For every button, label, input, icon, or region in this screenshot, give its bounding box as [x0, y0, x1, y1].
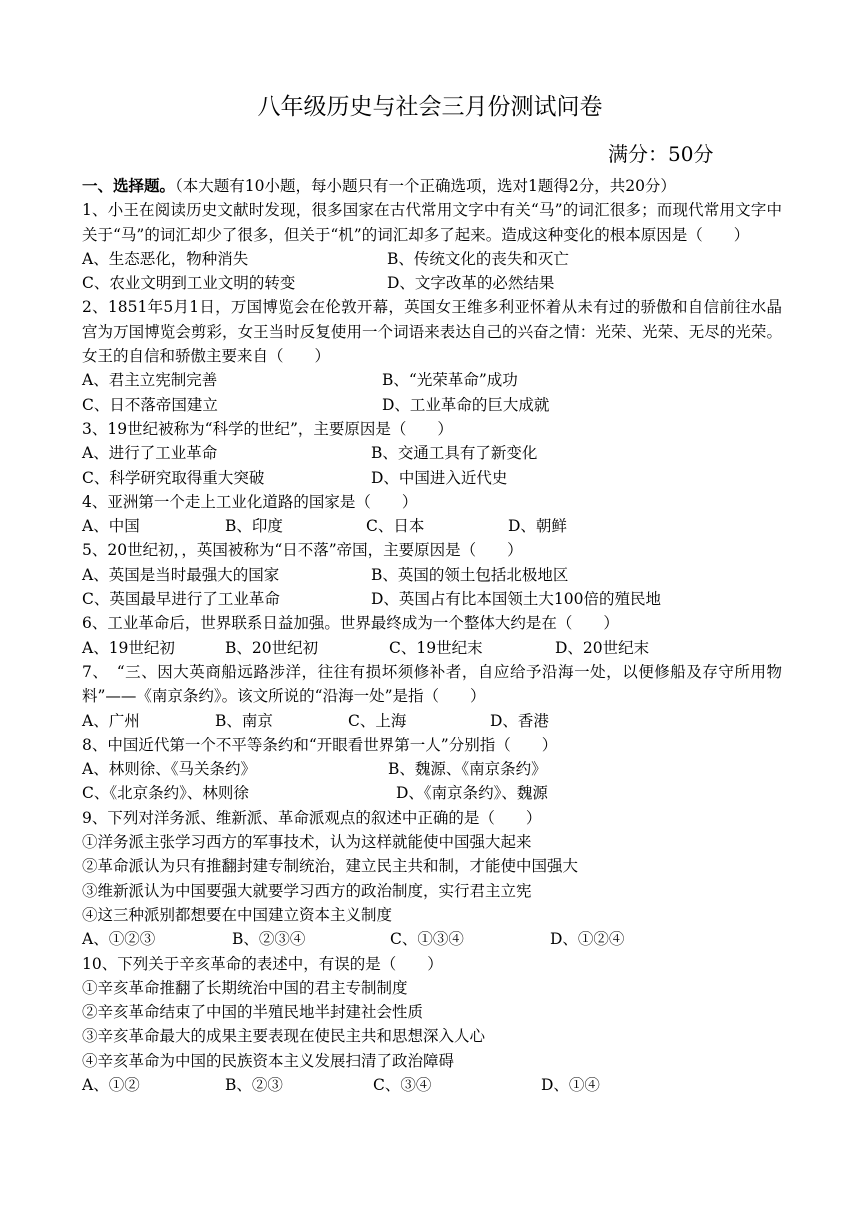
option-b: B、②③: [225, 1075, 283, 1094]
option-c: C、科学研究取得重大突破: [82, 468, 265, 487]
option-c: C、③④: [373, 1075, 432, 1094]
question-stem: 8、中国近代第一个不平等条约和“开眼看世界第一人”分别指（ ）: [82, 735, 558, 754]
option-a: A、中国: [82, 517, 140, 536]
question-stem: 9、下列对洋务派、维新派、革命派观点的叙述中正确的是（ ）: [82, 808, 542, 827]
option-row: [82, 563, 782, 587]
question-stem: 6、工业革命后，世界联系日益加强。世界最终成为一个整体大约是在（ ）: [82, 614, 619, 633]
full-score: 满分：50分: [608, 142, 714, 166]
option-row: [82, 781, 782, 805]
option-c: C、上海: [348, 711, 407, 730]
option-row: [82, 927, 782, 951]
option-row: [82, 514, 782, 538]
option-a: A、生态恶化，物种消失: [82, 249, 249, 268]
option-d: D、中国进入近代史: [371, 468, 508, 487]
option-b: B、20世纪初: [225, 638, 319, 657]
option-row: [82, 709, 782, 733]
option-row: [82, 441, 782, 465]
option-b: B、交通工具有了新变化: [371, 444, 538, 463]
statement: ②辛亥革命结束了中国的半殖民地半封建社会性质: [82, 1003, 424, 1022]
option-row: [82, 368, 782, 392]
option-row: [82, 271, 782, 295]
option-row: [82, 1073, 782, 1097]
option-d: D、①②④: [550, 930, 625, 949]
question-stem: 1、小王在阅读历史文献时发现，很多国家在古代常用文字中有关“马”的词汇很多；而现代常用文字中关于“马”的词汇却少了很多，但关于“机”的词汇却多了起来。造成这种变化的根本原因是（ ）: [82, 201, 782, 244]
section-title: 一、选择题。: [82, 176, 176, 195]
option-a: A、林则徐、《马关条约》: [82, 760, 256, 779]
question-stem: 10、下列关于辛亥革命的表述中，有误的是（ ）: [82, 954, 443, 973]
option-d: D、工业革命的巨大成就: [382, 395, 550, 414]
option-b: B、②③④: [232, 930, 306, 949]
option-d: D、《南京条约》、魏源: [396, 784, 548, 803]
option-row: [82, 757, 782, 781]
question-stem: 7、 “三、因大英商船远路涉洋，往往有损坏须修补者，自应给予沿海一处，以便修船及存守所用物料”——《南京条约》。该文所说的“沿海一处”是指（ ）: [82, 662, 782, 706]
option-row: [82, 247, 782, 271]
statement: ③辛亥革命最大的成果主要表现在使民主共和思想深入人心: [82, 1027, 486, 1046]
question-stem: 2、1851年5月1日，万国博览会在伦敦开幕，英国女王维多利亚怀着从未有过的骄傲和自信前往水晶宫为万国博览会剪彩，女王当时反复使用一个词语来表达自己的兴奋之情：光荣、光荣、无尽的光荣。女王的自信和骄傲主要来自（ ）: [82, 298, 782, 366]
statement: ④辛亥革命为中国的民族资本主义发展扫清了政治障碍: [82, 1051, 455, 1070]
option-d: D、英国占有比本国领土大100倍的殖民地: [371, 590, 662, 609]
option-d: D、①④: [541, 1075, 600, 1094]
option-c: C、日本: [366, 517, 425, 536]
option-a: A、①②: [82, 1075, 140, 1094]
option-d: D、20世纪末: [555, 638, 650, 657]
option-c: C、①③④: [390, 930, 464, 949]
option-row: [82, 466, 782, 490]
option-a: A、19世纪初: [82, 638, 175, 657]
option-c: C、英国最早进行了工业革命: [82, 590, 280, 609]
statement: ①辛亥革命推翻了长期统治中国的君主专制制度: [82, 978, 408, 997]
option-a: A、①②③: [82, 930, 156, 949]
statement: ③维新派认为中国要强大就要学习西方的政治制度，实行君主立宪: [82, 881, 532, 900]
statement: ①洋务派主张学习西方的军事技术，认为这样就能使中国强大起来: [82, 833, 532, 852]
option-b: B、英国的领土包括北极地区: [371, 565, 569, 584]
option-a: A、广州: [82, 711, 140, 730]
exam-content: [82, 174, 782, 1097]
option-row: [82, 587, 782, 611]
option-c: C、19世纪末: [389, 638, 483, 657]
option-c: C、日不落帝国建立: [82, 395, 218, 414]
question-stem: 4、亚洲第一个走上工业化道路的国家是（ ）: [82, 492, 418, 511]
option-d: D、朝鲜: [508, 517, 567, 536]
question-stem: 5、20世纪初，，英国被称为“日不落”帝国，主要原因是（ ）: [82, 541, 523, 560]
option-a: A、进行了工业革命: [82, 444, 218, 463]
option-b: B、南京: [215, 711, 273, 730]
option-b: B、印度: [225, 517, 283, 536]
option-a: A、君主立宪制完善: [82, 371, 218, 390]
option-b: B、“光荣革命”成功: [382, 371, 518, 390]
section-heading: [82, 174, 782, 198]
option-row: [82, 393, 782, 417]
option-d: D、香港: [490, 711, 549, 730]
option-row: [82, 636, 782, 660]
option-b: B、传统文化的丧失和灭亡: [387, 249, 569, 268]
option-d: D、文字改革的必然结果: [387, 274, 555, 293]
exam-title: 八年级历史与社会三月份测试问卷: [257, 94, 603, 120]
option-c: C、《北京条约》、林则徐: [82, 784, 249, 803]
statement: ②革命派认为只有推翻封建专制统治，建立民主共和制，才能使中国强大: [82, 857, 579, 876]
option-b: B、魏源、《南京条约》: [388, 760, 547, 779]
statement: ④这三种派别都想要在中国建立资本主义制度: [82, 905, 393, 924]
question-stem: 3、19世纪被称为“科学的世纪”，主要原因是（ ）: [82, 419, 453, 438]
section-note: （本大题有10小题，每小题只有一个正确选项，选对1题得2分，共20分）: [175, 177, 676, 195]
option-c: C、农业文明到工业文明的转变: [82, 274, 296, 293]
option-a: A、英国是当时最强大的国家: [82, 565, 280, 584]
